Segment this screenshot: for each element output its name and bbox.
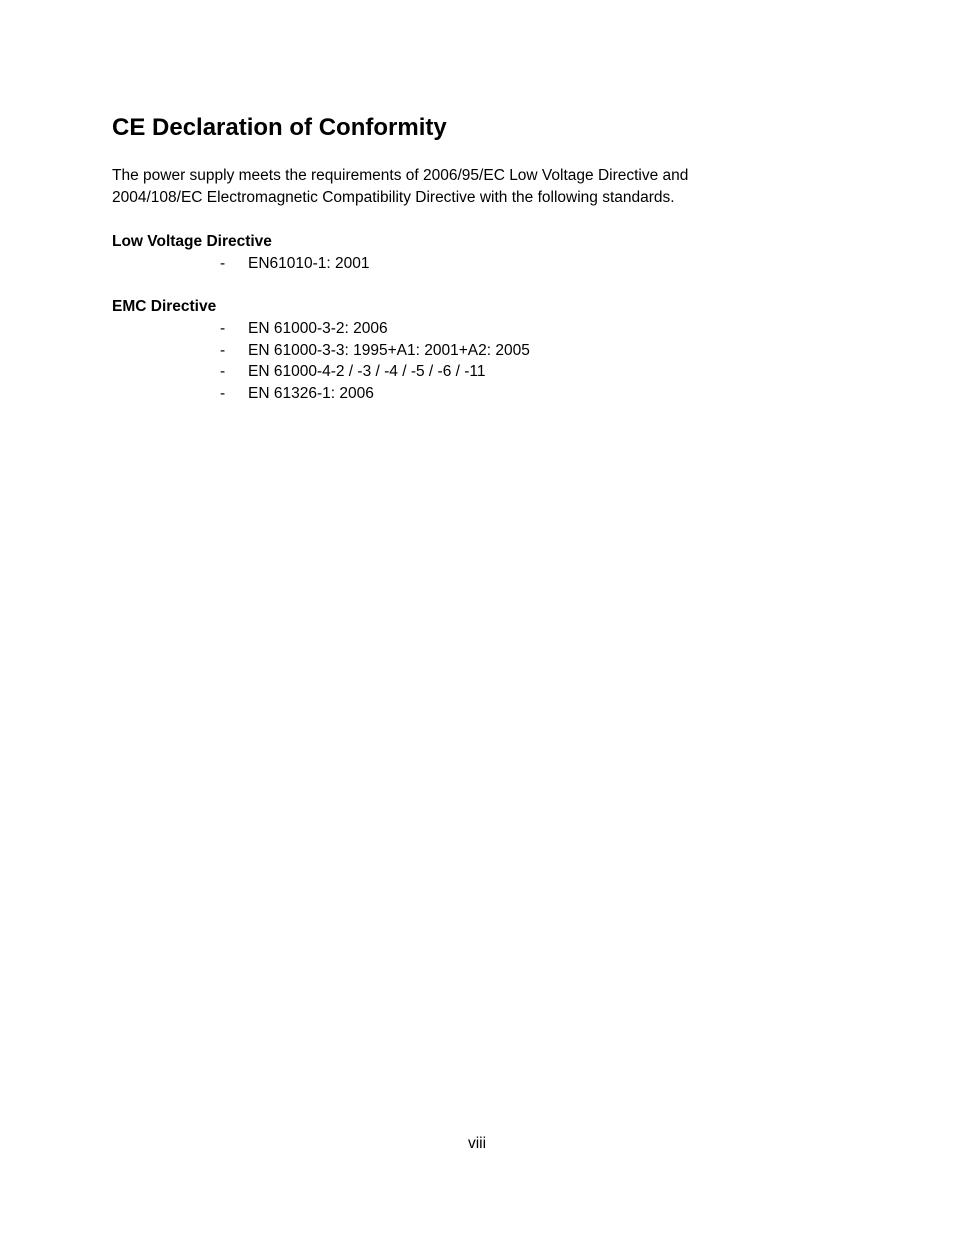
standard-text: EN 61326-1: 2006 [248, 385, 374, 403]
bullet-dash: - [220, 320, 226, 337]
standard-text: EN61010-1: 2001 [248, 255, 370, 272]
intro-paragraph [112, 165, 792, 209]
bullet-dash: - [220, 255, 226, 272]
bullet-dash: - [220, 363, 226, 381]
bullet-dash: - [220, 385, 226, 403]
section-heading-low-voltage: Low Voltage Directive [112, 233, 272, 250]
intro-line: The power supply meets the requirements of 2006/95/EC Low Voltage Directive and [112, 167, 689, 184]
section-heading-emc: EMC Directive [112, 298, 217, 315]
standard-text: EN 61000-3-3: 1995+A1: 2001+A2: 2005 [248, 341, 530, 359]
standard-text: EN 61000-4-2 / -3 / -4 / -5 / -6 / -11 [248, 363, 486, 381]
standard-text: EN 61000-3-2: 2006 [248, 320, 388, 337]
page-title: CE Declaration of Conformity [112, 114, 447, 141]
bullet-dash: - [220, 341, 226, 359]
page-number: viii [467, 1135, 487, 1152]
intro-line: 2004/108/EC Electromagnetic Compatibility Directive with the following standards. [112, 189, 675, 206]
